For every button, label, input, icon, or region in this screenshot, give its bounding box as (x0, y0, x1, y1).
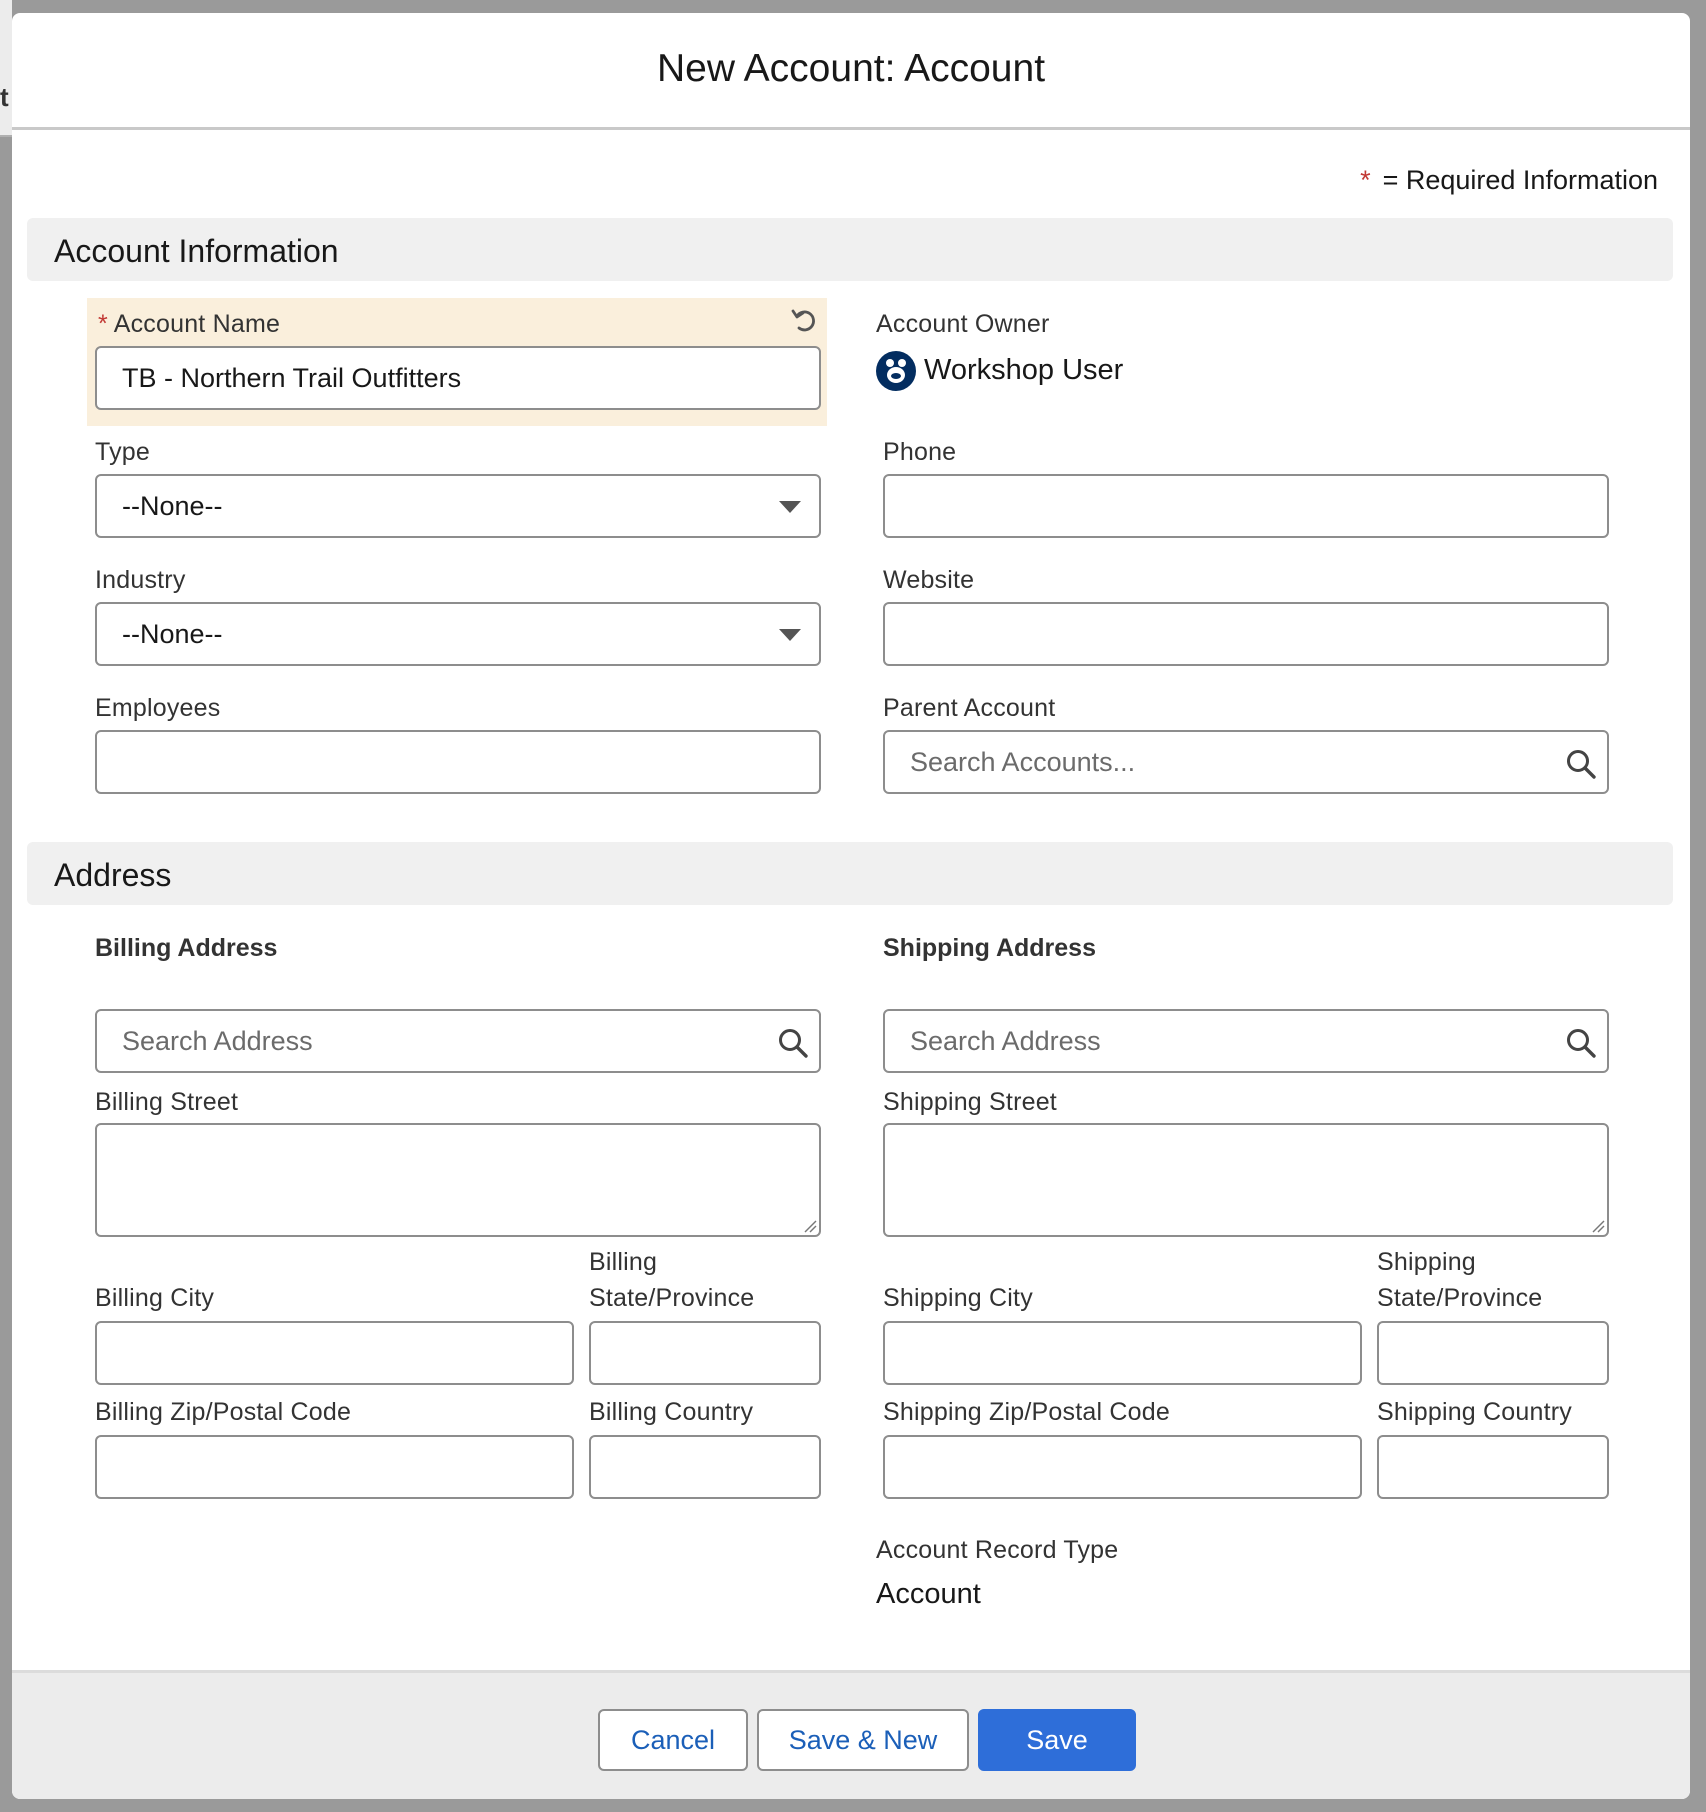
resize-grip-icon[interactable] (1591, 1219, 1605, 1233)
shipping-search-address-input[interactable]: Search Address (883, 1009, 1609, 1073)
owner-avatar-icon (876, 351, 916, 391)
save-button[interactable]: Save (978, 1709, 1136, 1771)
cancel-button[interactable]: Cancel (598, 1709, 748, 1771)
modal-footer (12, 1670, 1690, 1799)
modal-title: New Account: Account (656, 47, 1046, 90)
employees-input[interactable] (95, 730, 821, 794)
section-address[interactable] (27, 842, 1673, 905)
record-type-label: Account Record Type (876, 1536, 1119, 1564)
shipping-state-label: Shipping State/Province (1377, 1248, 1543, 1312)
parent-account-label: Parent Account (883, 694, 1056, 722)
billing-country-input[interactable] (589, 1435, 821, 1499)
account-owner-value[interactable]: Workshop User (924, 354, 1124, 386)
billing-street-textarea[interactable] (95, 1123, 821, 1237)
industry-select[interactable]: --None-- (95, 602, 821, 666)
required-star: * (1360, 165, 1371, 195)
website-input[interactable] (883, 602, 1609, 666)
resize-grip-icon[interactable] (803, 1219, 817, 1233)
new-account-modal (12, 13, 1690, 1799)
undo-icon[interactable] (790, 306, 820, 336)
type-select[interactable]: --None-- (95, 474, 821, 538)
account-name-label: * Account Name (98, 310, 281, 338)
industry-label: Industry (95, 566, 186, 594)
save-and-new-button[interactable]: Save & New (757, 1709, 969, 1771)
section-account-information[interactable] (27, 218, 1673, 281)
billing-address-heading: Billing Address (95, 934, 278, 962)
billing-zip-input[interactable] (95, 1435, 574, 1499)
modal-header (12, 13, 1690, 130)
shipping-city-label: Shipping City (883, 1284, 1033, 1312)
search-icon (1565, 748, 1597, 780)
shipping-zip-input[interactable] (883, 1435, 1362, 1499)
shipping-street-textarea[interactable] (883, 1123, 1609, 1237)
shipping-street-label: Shipping Street (883, 1088, 1057, 1116)
background-page (0, 0, 12, 137)
employees-label: Employees (95, 694, 221, 722)
record-type-value: Account (876, 1578, 981, 1610)
billing-state-label: Billing State/Province (589, 1248, 755, 1312)
section-heading: Account Information (54, 233, 339, 269)
billing-search-address-input[interactable]: Search Address (95, 1009, 821, 1073)
shipping-address-heading: Shipping Address (883, 934, 1096, 962)
search-icon (777, 1027, 809, 1059)
chevron-down-icon (779, 501, 801, 513)
billing-country-label: Billing Country (589, 1398, 754, 1426)
shipping-state-input[interactable] (1377, 1321, 1609, 1385)
account-owner-label: Account Owner (876, 310, 1050, 338)
search-icon (1565, 1027, 1597, 1059)
billing-city-label: Billing City (95, 1284, 215, 1312)
required-star: * (98, 310, 108, 338)
shipping-zip-label: Shipping Zip/Postal Code (883, 1398, 1170, 1426)
phone-input[interactable] (883, 474, 1609, 538)
billing-state-input[interactable] (589, 1321, 821, 1385)
billing-city-input[interactable] (95, 1321, 574, 1385)
website-label: Website (883, 566, 975, 594)
chevron-down-icon (779, 629, 801, 641)
shipping-country-input[interactable] (1377, 1435, 1609, 1499)
shipping-country-label: Shipping Country (1377, 1398, 1572, 1426)
required-info-text: = Required Information (1382, 165, 1658, 195)
phone-label: Phone (883, 438, 957, 466)
parent-account-search-input[interactable]: Search Accounts... (883, 730, 1609, 794)
type-label: Type (95, 438, 150, 466)
billing-street-label: Billing Street (95, 1088, 239, 1116)
section-heading: Address (54, 857, 172, 893)
background-text: t (0, 82, 9, 112)
account-name-input[interactable]: TB - Northern Trail Outfitters (95, 346, 821, 410)
shipping-city-input[interactable] (883, 1321, 1362, 1385)
billing-zip-label: Billing Zip/Postal Code (95, 1398, 352, 1426)
required-info-note (1360, 165, 1658, 196)
